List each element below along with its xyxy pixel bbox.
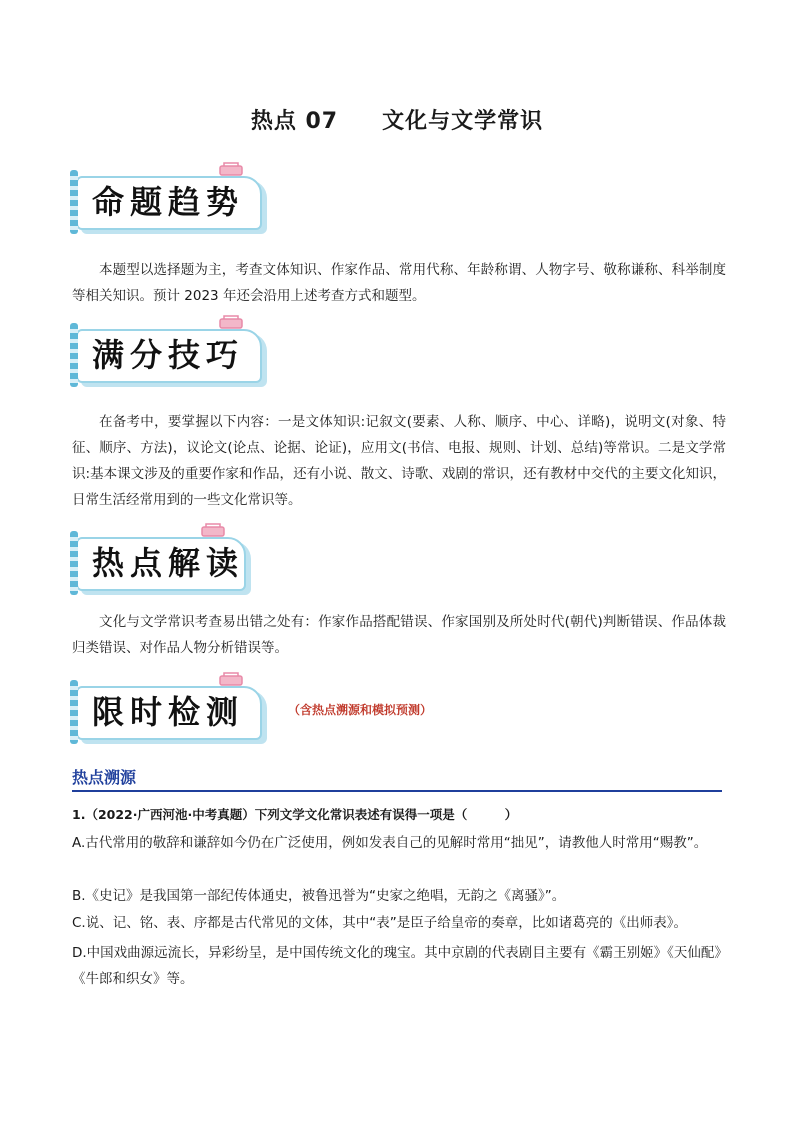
paragraph-reading: 文化与文学常识考查易出错之处有：作家作品搭配错误、作家国别及所处时代(朝代)判断错误、作品体裁归类错误、对作品人物分析错误等。 — [72, 614, 726, 656]
detect-note: （含热点溯源和模拟预测） — [288, 703, 433, 717]
question-title: 1.（2022·广西河池·中考真题）下列文学文化常识表述有误得一项是（ ） — [72, 807, 518, 822]
option-c: C.说、记、铭、表、序都是古代常见的文体，其中“表”是臣子给皇帝的奏章，比如诸葛亮的《出师表》。 — [72, 915, 687, 931]
source-heading: 热点溯源 — [72, 765, 722, 792]
section-banner-reading — [70, 531, 270, 595]
title-topic: 文化与文学常识 — [382, 109, 544, 134]
option-a: A.古代常用的敬辞和谦辞如今仍在广泛使用，例如发表自己的见解时常用“拙见”，请教他人时常用“赐教”。 — [72, 835, 708, 851]
option-b: B.《史记》是我国第一部纪传体通史，被鲁迅誉为“史家之绝唱，无韵之《离骚》”。 — [72, 888, 566, 904]
section-banner-test — [70, 680, 270, 744]
section-label: 限时检测 — [92, 693, 245, 731]
section-label: 热点解读 — [92, 544, 245, 582]
paragraph-trend: 本题型以选择题为主，考查文体知识、作家作品、常用代称、年龄称谓、人物字号、敬称谦称、科举制度等相关知识。预计 2023 年还会沿用上述考查方式和题型。 — [72, 262, 726, 304]
paragraph-skill: 在备考中，要掌握以下内容：一是文体知识:记叙文(要素、人称、顺序、中心、详略)，说明文(对象、特征、顺序、方法)，议论文(论点、论据、论证)，应用文(书信、电报、规则、计划、总结)等常识。二是文学常识:基本课文涉及的重要作家和作品，还有小说、散文、诗歌、戏剧的常识，还有教材中交代的主要文化知识，日常生活经常用到的一些文化常识等。 — [72, 414, 726, 508]
title-code: 热点 07 — [250, 109, 339, 134]
section-banner-skill — [70, 323, 270, 387]
section-label: 命题趋势 — [92, 183, 245, 221]
page-title — [0, 104, 794, 135]
option-d: D.中国戏曲源远流长，异彩纷呈，是中国传统文化的瑰宝。其中京剧的代表剧目主要有《霸王别姬》《天仙配》《牛郎和织女》等。 — [72, 945, 728, 987]
section-label: 满分技巧 — [92, 336, 245, 374]
section-banner-trend — [70, 170, 270, 234]
